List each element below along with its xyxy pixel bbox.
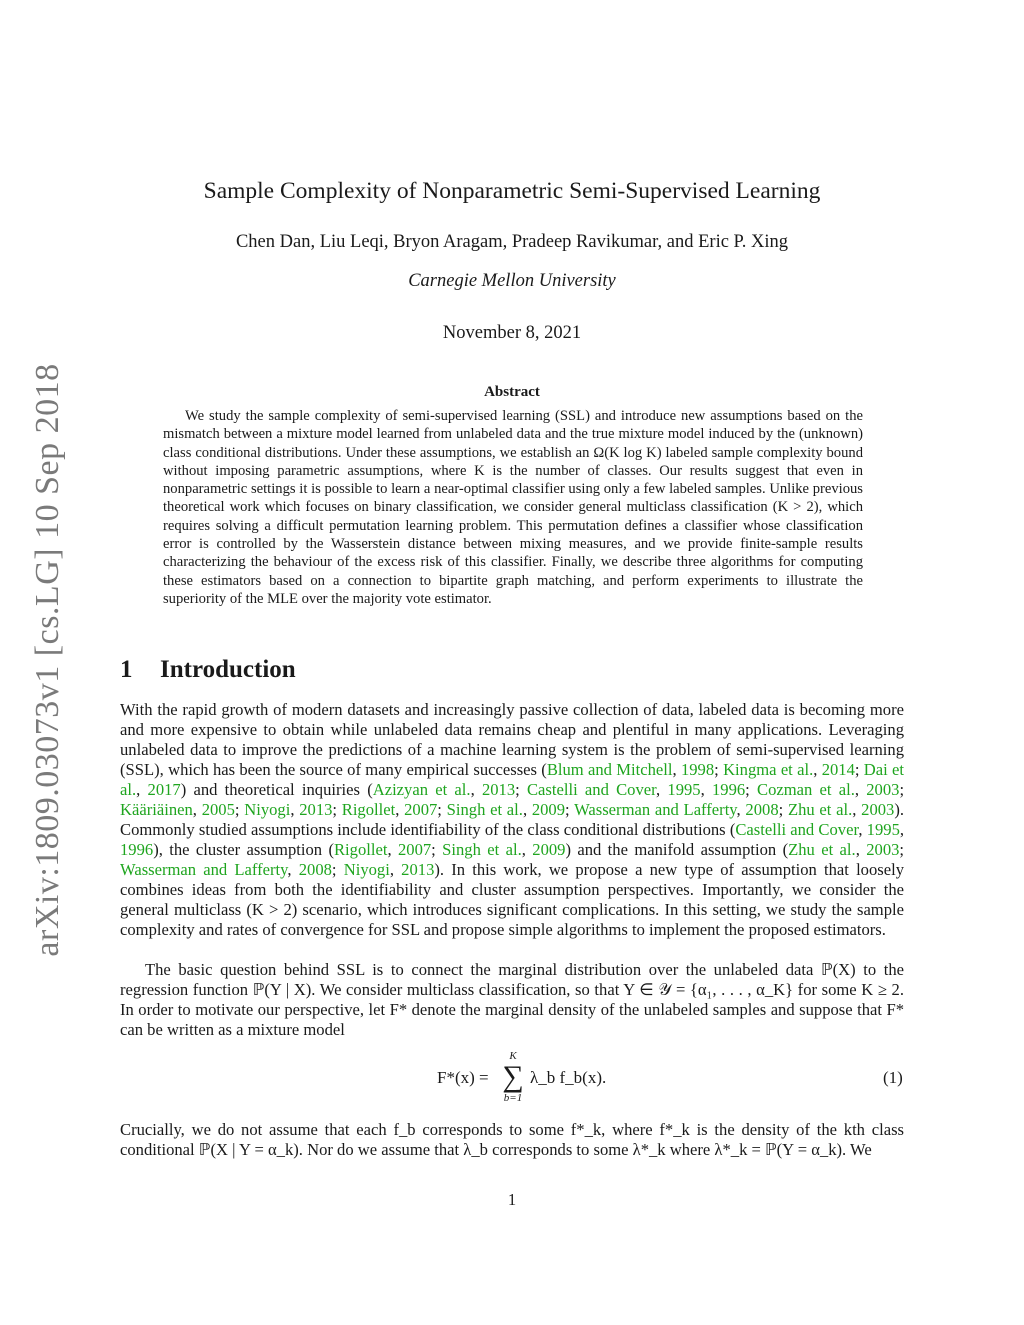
citation-link[interactable]: Rigollet [341,800,396,819]
citation-link[interactable]: Rigollet [333,840,388,859]
citation-link[interactable]: 2017 [147,780,181,799]
paragraph-text: ; [515,780,527,799]
section-number: 1 [120,656,133,683]
citation-link[interactable]: Singh et al. [442,840,522,859]
citation-link[interactable]: Castelli and Cover [526,780,656,799]
intro-paragraph-3: Crucially, we do not assume that each f_b corresponds to some f*_k, where f*_k is the density of the kth class conditional ℙ(X | Y = α_k). Nor do we assume that λ_b corresponds to some λ*_k where λ*_k = ℙ(Y = α_k). We [120,1120,904,1159]
citation-link[interactable]: 1996 [120,840,154,859]
citation-link[interactable]: 2014 [821,760,855,779]
citation-link[interactable]: Dai et al. [120,760,905,799]
abstract-body: We study the sample complexity of semi-supervised learning (SSL) and introduce new assumptions based on the mismatch between a mixture model learned from unlabeled data and the true mixture model induced by the (unknown) class conditional distributions. Under these assumptions, we establish an Ω(K log K) labeled sample complexity bound without imposing parametric assumptions, where K is the number of classes. Our results suggest that even in nonparametric settings it is possible to learn a near-optimal classifier using only a few labeled samples. Unlike previous theoretical work which focuses on binary classification, we consider general multiclass classification (K > 2), which requires solving a difficult permutation learning problem. This permutation defines a classifier whose classification error is controlled by the Wasserstein distance between mixing measures, and we provide finite-sample results characterizing the behaviour of the excess risk of this classifier. Finally, we describe three algorithms for computing these estimators based on a connection to bipartite graph matching, and perform experiments to illustrate the superiority of the MLE over the majority vote estimator. [163,408,863,607]
section-title: Introduction [160,656,296,683]
citation-link[interactable]: Blum and Mitchell [546,760,673,779]
abstract-heading: Abstract [484,384,540,400]
citation-link[interactable]: 2008 [298,860,332,879]
paragraph-text: ; [745,780,757,799]
sum-lower-limit: b=1 [503,1092,523,1104]
paragraph-text: ; [332,800,342,819]
paragraph-text: , [858,820,867,839]
paragraph-text: , [387,840,398,859]
equation-1 [0,1050,1024,1110]
paragraph-text: , [813,760,822,779]
citation-link[interactable]: 1995 [866,820,900,839]
citation-link[interactable]: Zhu et al. [788,840,856,859]
citation-link[interactable]: 2009 [532,840,566,859]
citation-link[interactable]: 2007 [404,800,438,819]
citation-link[interactable]: 2013 [299,800,333,819]
paragraph-text: ; [437,800,447,819]
intro-paragraph-2: The basic question behind SSL is to connect the marginal distribution over the unlabeled data ℙ(X) to the regression function ℙ(Y | X). We consider multiclass classification, so that Y ∈ 𝒴 = {α₁, . . . , α_K} for some K ≥ 2. In order to motivate our perspective, let F* denote the marginal density of the unlabeled samples and suppose that F* can be written as a mixture model [120,960,904,1039]
paragraph-text: , [854,780,867,799]
sum-upper-limit: K [509,1050,517,1062]
citation-link[interactable]: Zhu et al. [787,800,853,819]
page-number: 1 [507,1190,517,1209]
paragraph-text: , [852,800,862,819]
paragraph-text: ; [431,840,443,859]
paragraph-text: With the rapid growth of modern datasets and increasingly passive collection of data, labeled data is becoming more and more expensive to obtain while unlabeled data remains cheap and plentiful in many applications. Leveraging unlabeled data to improve the predictions of a machine learning system is the problem of semi-supervised learning (SSL), which has been the source of many empirical successes ( [120,700,904,779]
paragraph-text: , [656,780,668,799]
paragraph-text: ). Commonly studied assumptions include identifiability of the class conditional distributions ( [120,800,905,839]
citation-link[interactable]: 2009 [531,800,566,819]
citation-link[interactable]: Castelli and Cover [735,820,859,839]
paragraph-text: ; [565,800,575,819]
paragraph-text: ; [854,760,864,779]
paragraph-text: , [136,780,148,799]
arxiv-identifier: arXiv:1809.03073v1 [cs.LG] 10 Sep 2018 [29,363,66,957]
section-heading [120,656,296,684]
paragraph-text: , [290,800,300,819]
intro-paragraph-1 [120,700,904,940]
citation-link[interactable]: Azizyan et al. [372,780,471,799]
paragraph-text: , [855,840,867,859]
paragraph-text: ). In this work, we propose a new type of assumption that loosely combines ideas from both the identifiability and cluster assumption perspectives. Importantly, we consider the general multiclass (K > 2) scenario, which introduces significant complications. In this setting, we study the sample complexity and rates of convergence for SSL and propose simple algorithms to implement the proposed estimators. [120,860,905,939]
paragraph-text: , [192,800,202,819]
citation-link[interactable]: Niyogi [244,800,291,819]
paragraph-text: ; [899,840,905,859]
date: November 8, 2021 [442,323,582,343]
paragraph-text: ; [714,760,724,779]
citation-link[interactable]: 2003 [866,840,900,859]
paragraph-text: ; [234,800,245,819]
paragraph-text: ; [331,860,344,879]
citation-link[interactable]: Niyogi [343,860,390,879]
citation-link[interactable]: 1998 [680,760,715,779]
paragraph-text: , [389,860,402,879]
paper-title: Sample Complexity of Nonparametric Semi-Supervised Learning [203,178,821,204]
citation-link[interactable]: 2008 [745,800,779,819]
citation-link[interactable]: Cozman et al. [757,780,855,799]
citation-link[interactable]: 2013 [481,780,516,799]
equation-rhs: λ_b f_b(x). [530,1068,607,1087]
paragraph-text: , [395,800,405,819]
equation-lhs: F*(x) = [437,1068,489,1087]
citation-link[interactable]: 1996 [711,780,746,799]
author-list: Chen Dan, Liu Leqi, Bryon Aragam, Pradeep Ravikumar, and Eric P. Xing [235,232,789,252]
paragraph-text: , [287,860,299,879]
paragraph-text: ), the cluster assumption ( [153,840,334,859]
paragraph-text: , [899,820,905,839]
equation-number: (1) [883,1068,903,1087]
citation-link[interactable]: 2005 [201,800,235,819]
citation-link[interactable]: Wasserman and Lafferty [120,860,288,879]
paragraph-text: , [470,780,482,799]
paragraph-text: , [672,760,681,779]
paragraph-text: ) and the manifold assumption ( [565,840,789,859]
citation-link[interactable]: Kääriäinen [120,800,193,819]
affiliation: Carnegie Mellon University [408,271,616,291]
paragraph-text: ) and theoretical inquiries ( [180,780,373,799]
paragraph-text: , [736,800,746,819]
citation-link[interactable]: 2013 [401,860,435,879]
citation-link[interactable]: Kingma et al. [723,760,814,779]
sum-symbol: ∑ [502,1060,524,1093]
paragraph-text: ; [899,780,905,799]
paragraph-text: , [521,840,533,859]
paragraph-text: , [522,800,532,819]
paragraph-text: ; [778,800,788,819]
paragraph-text: , [700,780,712,799]
citation-link[interactable]: 2003 [861,800,895,819]
citation-link[interactable]: 2007 [397,840,432,859]
citation-link[interactable]: Singh et al. [446,800,523,819]
citation-link[interactable]: Wasserman and Lafferty [574,800,737,819]
citation-link[interactable]: 2003 [866,780,900,799]
summation [498,1050,528,1104]
citation-link[interactable]: 1995 [667,780,701,799]
